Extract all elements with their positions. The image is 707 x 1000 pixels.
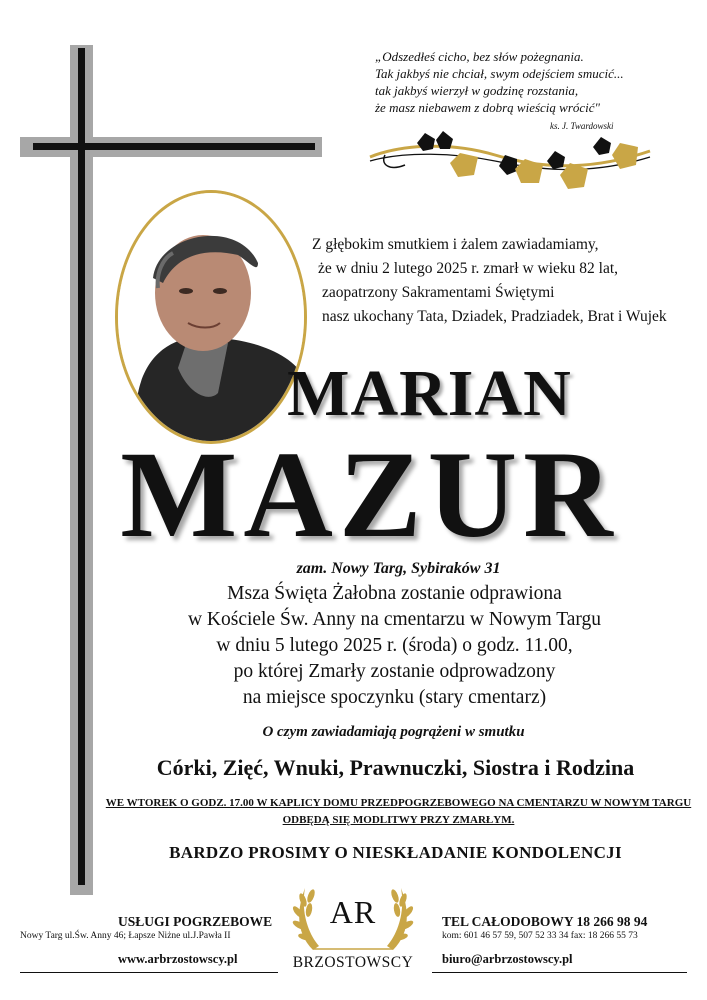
family-names: Córki, Zięć, Wnuki, Prawnuczki, Siostra i Rodzina xyxy=(156,755,635,780)
logo-initials: AR xyxy=(329,894,377,930)
prayer-notice xyxy=(0,795,707,829)
footer-website-link[interactable]: www.arbrzostowscy.pl xyxy=(118,952,238,966)
cross-horizontal xyxy=(33,143,315,150)
announcement-intro xyxy=(312,233,692,329)
footer-services-title: USŁUGI POGRZEBOWE xyxy=(118,914,273,929)
intro-line: Z głębokim smutkiem i żalem zawiadamiamy, xyxy=(312,236,599,253)
deceased-first-name: MARIAN xyxy=(287,357,572,430)
mass-line: po której Zmarły zostanie odprowadzony xyxy=(233,661,556,682)
quote-line: że masz niebawem z dobrą wieścią wrócić" xyxy=(375,100,600,115)
residence-address: zam. Nowy Targ, Sybiraków 31 xyxy=(296,560,501,577)
logo-name: BRZOSTOWSCY xyxy=(292,954,414,971)
quote-line: „Odszedłeś cicho, bez słów pożegnania. xyxy=(375,49,584,64)
intro-line: zaopatrzony Sakramentami Świętymi xyxy=(322,284,555,301)
intro-line: nasz ukochany Tata, Dziadek, Pradziadek, Brat i Wujek xyxy=(322,308,667,325)
intro-line: że w dniu 2 lutego 2025 r. zmarł w wieku 82 lat, xyxy=(318,260,619,277)
prayer-line: ODBĘDĄ SIĘ MODLITWY PRZY ZMARŁYM. xyxy=(282,814,515,826)
ivy-ornament-icon xyxy=(365,125,655,195)
mass-line: na miejsce spoczynku (stary cmentarz) xyxy=(242,687,547,708)
footer-contacts: kom: 601 46 57 59, 507 52 33 34 fax: 18 266 55 73 xyxy=(442,931,638,941)
notify-line: O czym zawiadamiają pogrążeni w smutku xyxy=(262,724,525,740)
poem-quote xyxy=(375,48,680,131)
quote-line: tak jakbyś wierzył w godzinę rozstania, xyxy=(375,83,579,98)
deceased-last-name: MAZUR xyxy=(120,426,619,563)
condolences-request: BARDZO PROSIMY O NIESKŁADANIE KONDOLENCJI xyxy=(169,843,622,862)
quote-author: ks. J. Twardowski xyxy=(550,121,614,131)
mass-line: w dniu 5 lutego 2025 r. (środa) o godz. 11.00, xyxy=(216,635,573,656)
prayer-line: WE WTOREK O GODZ. 17.00 W KAPLICY DOMU PRZEDPOGRZEBOWEGO NA CMENTARZU W NOWYM TARGU xyxy=(105,797,692,809)
mass-line: Msza Święta Żałobna zostanie odprawiona xyxy=(227,583,562,604)
footer-divider-right xyxy=(432,972,687,973)
footer-address: Nowy Targ ul.Św. Anny 46; Łapsze Niżne ul.J.Pawła II xyxy=(20,931,231,941)
funeral-mass-info xyxy=(0,581,707,711)
quote-line: Tak jakbyś nie chciał, swym odejściem smucić... xyxy=(375,66,624,81)
mass-line: w Kościele Św. Anny na cmentarzu w Nowym Targu xyxy=(187,609,602,630)
footer-email-link[interactable]: biuro@arbrzostowscy.pl xyxy=(442,952,573,966)
footer-divider-left xyxy=(20,972,278,973)
footer-phone: TEL CAŁODOBOWY 18 266 98 94 xyxy=(442,914,648,929)
company-logo xyxy=(283,880,423,980)
